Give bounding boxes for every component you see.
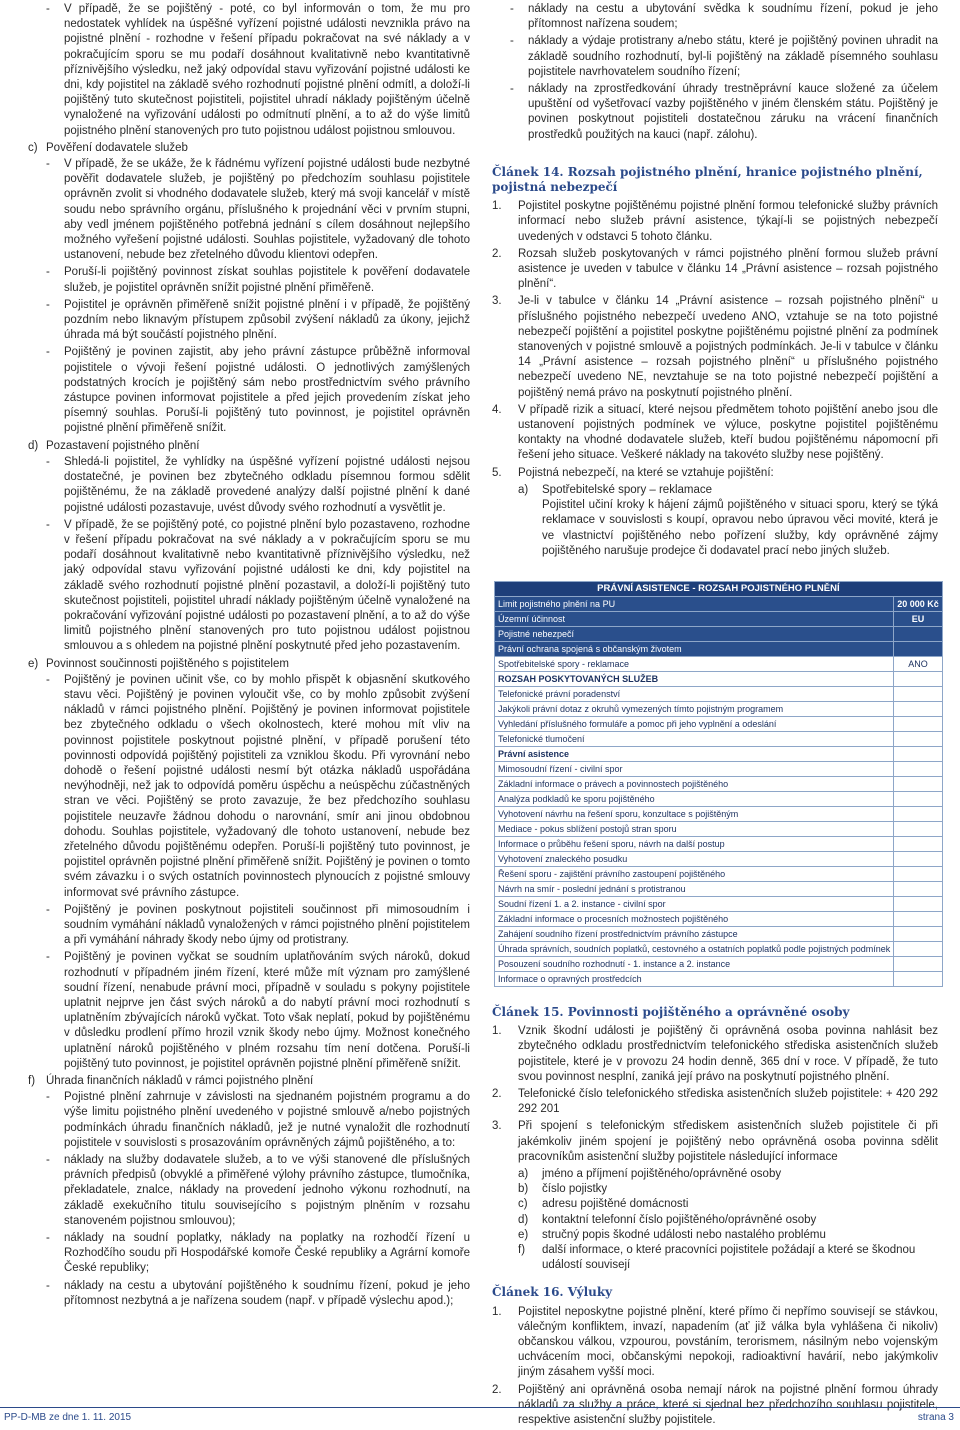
table-cell-value	[894, 851, 943, 866]
section-label: d)	[28, 439, 39, 452]
item-number: 4.	[492, 403, 502, 416]
table-cell-value	[894, 761, 943, 776]
table-row	[495, 686, 943, 701]
table-cell-label: Informace o průběhu řešení sporu, návrh na další postup	[495, 836, 894, 851]
table-row	[495, 746, 943, 761]
table-cell-label: Územní účinnost	[495, 611, 894, 626]
table-row	[495, 851, 943, 866]
section-label: f)	[28, 1075, 36, 1088]
numbered-item	[492, 294, 938, 400]
article-16-title: Článek 16. Výluky	[492, 1285, 613, 1300]
table-row	[495, 761, 943, 776]
item-text: V případě rizik a situací, které nejsou předmětem tohoto pojištění anebo jsou dle ustanovení pojistných podmínek ve výluce, poskytne pojistitel pojištěnému kontakty na vhodné dodavatele služeb, kteří budou pojištěnému nápomocní při řešení jeho situace. Veškeré náklady na takovéto služby nese pojištěný.	[518, 403, 938, 462]
table-cell-value	[894, 806, 943, 821]
left-column	[28, 2, 470, 1311]
table-cell-value	[894, 746, 943, 761]
list-item: - Pojištěný je povinen poskytnout pojistiteli součinnost při mimosoudním i soudním vymáhání nákladů vynaložených v rámci pojistného plnění pojistitelem a při vymáhání náhrady škody nebo újmy od protistrany.	[28, 903, 470, 949]
table-row	[495, 866, 943, 881]
sub-item-label: c)	[518, 1198, 528, 1211]
article-15-title: Článek 15. Povinnosti pojištěného a oprávněné osoby	[492, 1004, 850, 1019]
sub-item-label: f)	[518, 1243, 526, 1256]
item-number: 1.	[492, 1025, 502, 1038]
table-row	[495, 836, 943, 851]
table-cell-label: Řešení sporu - zajištění právního zastoupení pojištěného	[495, 866, 894, 881]
section-title: Pozastavení pojistného plnění	[46, 439, 200, 452]
table-row	[495, 656, 943, 671]
list-item: - Pojištěný je povinen učinit vše, co by mohlo přispět k objasnění skutkového stavu věci. Pojištěný je povinen vyloučit vše, co by mohlo způsobit zvýšení nákladů v rámci pojistného plnění. Pojištěný je povinen informovat pojistitele bez zbytečného odkladu o všech okolnostech, které mohou mít vliv na povinnost pojistitele poskytnout pojistné plnění, v případě porušení této povinnosti odpovídá pojištěný pojistiteli za vzniklou škodu. Při vyrovnání nebo dohodě o řešení pojistné události nesmí být otázka nákladů uspořádána nevýhodněji, než jak to odpovídá poměru úspěchu a neúspěchu zúčastněných stran ve věci. Pojištěný se proto zavazuje, že bez předchozího souhlasu pojistitele neuzavře žádnou dohodu o narovnání, smír ani jinou obdobnou dohodu. Souhlas pojistitele, vyžadovaný dle tohoto ustanovení, nebude bez zřetelného důvodu pojištěnému odepřen. Poruší-li pojištěný tuto povinnost, je pojistitel oprávněn pojistné plnění přiměřeně snížit. Pojištěný je povinen o tomto svém závazku i o svých ostatních povinnostech plynoucích z pojistné smlouvy informovat své právního zástupce.	[28, 673, 470, 901]
table-cell-label: Úhrada správních, soudních poplatků, cestovného a ostatních poplatků podle pojistných podmínek	[495, 941, 894, 956]
table-cell-value	[894, 896, 943, 911]
table-cell-value	[894, 671, 943, 686]
section-title: Pověření dodavatele služeb	[46, 141, 188, 154]
table-cell-label: Telefonické právní poradenství	[495, 686, 894, 701]
list-item: - náklady na zprostředkování úhrady trestněprávní kauce složené za účelem upuštění od vyšetřovací vazby pojištěného v jiném členském státu. Pojištěný je povinen poskytnout pojistiteli dostatečnou záruku na vrácení finančních prostředků použitých na kauci (např. zálohu).	[492, 82, 938, 143]
sub-item-label: a)	[518, 1167, 529, 1180]
list-item: - náklady a výdaje protistrany a/nebo státu, které je pojištěný povinen uhradit na základě soudního rozhodnutí, byl-li pojištěný na základě písemného souhlasu pojistitele navrhovatelem soudního řízení;	[492, 34, 938, 80]
table-cell-label: Pojistné nebezpečí	[495, 626, 894, 641]
table-cell-label: Základní informace o právech a povinnostech pojištěného	[495, 776, 894, 791]
table-cell-value	[894, 701, 943, 716]
list-item: - Shledá-li pojistitel, že vyhlídky na úspěšné vyřízení pojistné události nejsou dostatečné, je povinen bez zbytečného odkladu písemnou formou sdělit pojištěnému, že na základě provedené analýzy další pojistné plnění k dané pojistné události pozastavuje, uvést důvody svého rozhodnutí a vysvětlit je.	[28, 455, 470, 516]
list-item: - V případě, že se pojištěný - poté, co byl informován o tom, že mu pro nedostatek vyhlídek na úspěšné vyřízení pojistné události nevznikla právo na pojistné plnění - rozhodne v řešení případu pokračovat na své náklady a v pokračujícím sporu se mu podaří dosáhnout kvalitativně nebo kvantitativně příznivějšího výsledku, než jaký odpovídal stavu vyřizování pojistné události ke dni, kdy pojistitel na základě svého rozhodnutí pojistné plnění odmítl, a doloží-li pojištěný tuto skutečnost pojistiteli, pojistitel uhradí náklady pojištěným účelně vynaložené na vyřizování události po odmítnutí plnění, a to až do výše limitů pojistného plnění stanovených pro tuto pojistnou událost pojistnou smlouvou.	[28, 2, 470, 139]
item-text: Je-li v tabulce v článku 14 „Právní asistence – rozsah pojistného plnění“ u příslušného pojistného nebezpečí uvedeno ANO, vztahuje se na toto pojistné nebezpečí pojištění a pojistitel poskytne pojištěnému pojistné plnění za podmínek stanovených v pojistné smlouvě a pojistných podmínkách. Je-li v tabulce v článku 14 „Právní asistence – rozsah pojistného plnění“ u příslušného pojistného nebezpečí uvedeno NE, nevztahuje se na toto pojistné nebezpečí pojištění a pojištěný nemá právo na poskytnutí pojistného plnění.	[518, 295, 938, 399]
table-cell-label: Jakýkoli právní dotaz z okruhů vymezených tímto pojistným programem	[495, 701, 894, 716]
table-cell-value: 20 000 Kč	[894, 596, 943, 611]
table-cell-value: ANO	[894, 656, 943, 671]
table-cell-value	[894, 716, 943, 731]
item-text: Pojistitel poskytne pojištěnému pojistné plnění formou telefonické služby právních informací nebo služeb právní asistence, týkají-li se pojistných nebezpečí uvedených v odstavci 5 tohoto článku.	[518, 200, 938, 243]
table-row	[495, 626, 943, 641]
item-text: Pojistná nebezpečí, na které se vztahuje pojištění:	[518, 466, 774, 479]
table-row	[495, 731, 943, 746]
table-cell-value	[894, 776, 943, 791]
table-row	[495, 776, 943, 791]
sub-item-text: kontaktní telefonní číslo pojištěného/oprávněné osoby	[542, 1213, 817, 1226]
numbered-item	[492, 403, 938, 464]
section-label: e)	[28, 657, 39, 670]
numbered-item	[492, 1119, 938, 1165]
table-row	[495, 806, 943, 821]
sub-item	[492, 1213, 938, 1228]
item-text: Telefonické číslo telefonického střediska asistenčních služeb pojistitele: + 420 292 292 201	[518, 1087, 938, 1116]
sub-item	[492, 1182, 938, 1197]
section-heading	[28, 141, 470, 156]
item-number: 1.	[492, 200, 502, 213]
table-row	[495, 701, 943, 716]
sub-item-text: jméno a příjmení pojištěného/oprávněné osoby	[542, 1167, 782, 1180]
table-row	[495, 896, 943, 911]
footer-divider	[0, 1407, 960, 1408]
table-cell-label: Vyhledání příslušného formuláře a pomoc při jeho vyplnění a odeslání	[495, 716, 894, 731]
table-cell-label: Mimosoudní řízení - civilní spor	[495, 761, 894, 776]
right-column	[492, 2, 938, 1430]
table-cell-label: Základní informace o procesních možnostech pojištěného	[495, 911, 894, 926]
item-text: Pojistitel neposkytne pojistné plnění, které přímo či nepřímo souvisejí se stávkou, válečným konfliktem, invazí, napadením (ať již válka byla vyhlášena či nikoliv) občanskou válkou, vzpourou, povstáním, terorismem, násilným nebo vojenským uchvácením moci, občanskými nepokoji, radioaktivní havárií, nebo jakýmkoliv jiným zásahem vyšší moci.	[518, 1305, 938, 1379]
table-cell-value: EU	[894, 611, 943, 626]
sub-item-text: adresu pojištěné domácnosti	[542, 1198, 689, 1211]
table-cell-label: Vyhotovení znaleckého posudku	[495, 851, 894, 866]
item-text: Pojištěný ani oprávněná osoba nemají nárok na pojistné plnění formou úhrady nákladů za služby a práce, které si sjednal bez předchozího souhlasu pojistitele, respektive asistenční služby pojistitele.	[518, 1383, 938, 1426]
numbered-item	[492, 199, 938, 245]
item-text: Rozsah služeb poskytovaných v rámci pojistného plnění formou služeb právní asistence je uveden v tabulce v článku 14 „Právní asistence – rozsah pojistného plnění“.	[518, 247, 938, 291]
table-row	[495, 716, 943, 731]
table-row	[495, 611, 943, 626]
table-cell-label: Právní asistence	[495, 746, 894, 761]
table-cell-value	[894, 686, 943, 701]
sub-item-text: číslo pojistky	[542, 1183, 608, 1196]
table-cell-value	[894, 911, 943, 926]
numbered-item	[492, 1024, 938, 1085]
section-heading	[28, 657, 470, 672]
table-cell-value	[894, 731, 943, 746]
section-title: Povinnost součinnosti pojištěného s pojistitelem	[46, 657, 289, 670]
list-item: - V případě, že se pojištěný poté, co pojistné plnění bylo pozastaveno, rozhodne v řešení případu pokračovat na své náklady a v pokračujícím sporu se mu podaří dosáhnout kvalitativně nebo kvantitativně příznivějšího výsledku, než jaký odpovídal stavu vyřizování pojistné události ke dni, kdy pojistitel na základě svého rozhodnutí pojistné plnění pozastavil, a doloží-li pojištěný tuto skutečnost pojistiteli, pojistitel uhradí náklady pojištěným účelně vynaložené na pokračování vyřizování pojistné události po pozastavení plnění, a to až do výše limitů pojistného plnění stanovených pro tuto pojistnou událost pojistnou smlouvou a s ohledem na pojistné plnění poskytnuté před jeho pozastavením.	[28, 518, 470, 655]
table-cell-value	[894, 626, 943, 641]
item-text: Vznik škodní události je pojištěný či oprávněná osoba povinna nahlásit bez zbytečného odkladu prostřednictvím telefonického střediska asistenčních služeb pojistitele, které je v provozu 24 hodin denně, 365 dní v roce. V případě, že tuto svou povinnost nesplní, zaniká její právo na poskytnutí pojistného plnění.	[518, 1025, 938, 1083]
table-cell-label: Informace o opravných prostředcích	[495, 971, 894, 986]
table-cell-label: Soudní řízení 1. a 2. instance - civilní spor	[495, 896, 894, 911]
list-item: - Pojištěný je povinen vyčkat se soudním uplatňováním svých nároků, dokud rozhodnutí v případném jiném řízení, které může mít význam pro zamýšlené soudní řízení, nenabude právní moci, případně v souladu s pokyny pojistitele uplatnit nejprve jen část svých nároků a do nabytí právní moci rozhodnutí s uplatněním zbývajících nároků vyčkat. Toto však neplatí, pokud by pojištěnému v důsledku prodlení přímo hrozil vznik škody nebo újmy. Možnost konečného uplatnění nároků pojištěného v plném rozsahu tím není dotčena. Poruší-li pojištěný tuto povinnost, je pojistitel oprávněn pojistné plnění přiměřeně snížit.	[28, 950, 470, 1072]
table-cell-label: Právní ochrana spojená s občanským životem	[495, 641, 894, 656]
numbered-item	[492, 1087, 938, 1117]
item-text: Při spojení s telefonickým střediskem asistenčních služeb pojistitele či při jakémkoliv jiném spojení je pojištěný nebo oprávněná osoba povinna sdělit pracovníkům asistenční služby pojistitele následující informace	[518, 1120, 938, 1163]
table-cell-label: Analýza podkladů ke sporu pojištěného	[495, 791, 894, 806]
table-cell-label: Návrh na smír - poslední jednání s protistranou	[495, 881, 894, 896]
table-cell-label: Vyhotovení návrhu na řešení sporu, konzultace s pojištěným	[495, 806, 894, 821]
sub-item	[492, 1243, 938, 1273]
table-cell-value	[894, 641, 943, 656]
table-cell-value	[894, 866, 943, 881]
footer-doc-id: PP-D-MB ze dne 1. 11. 2015	[4, 1412, 132, 1423]
list-item: - Poruší-li pojištěný povinnost získat souhlas pojistitele k pověření dodavatele služeb, je pojistitel oprávněn snížit pojistné plnění přiměřeně.	[28, 265, 470, 295]
section-heading	[28, 439, 470, 454]
sub-item	[492, 1228, 938, 1243]
table-cell-label: Spotřebitelské spory - reklamace	[495, 656, 894, 671]
list-item: - náklady na soudní poplatky, náklady na poplatky na rozhodčí řízení u Rozhodčího soudu při Hospodářské komoře České republiky a Agrární komoře České republiky;	[28, 1231, 470, 1277]
table-row	[495, 641, 943, 656]
table-cell-label: Mediace - pokus sblížení postojů stran sporu	[495, 821, 894, 836]
table-cell-label: Telefonické tlumočení	[495, 731, 894, 746]
item-number: 3.	[492, 295, 502, 308]
list-item: - Pojistitel je oprávněn přiměřeně snížit pojistné plnění i v případě, že pojištěný pozdním nebo liknavým přístupem způsobil zvýšení nákladů za úkony, jejichž úhrada má být součástí pojistného plnění.	[28, 298, 470, 344]
table-row	[495, 821, 943, 836]
numbered-item	[492, 1305, 938, 1381]
table-cell-value	[894, 956, 943, 971]
numbered-item	[492, 466, 938, 481]
sub-item	[492, 1197, 938, 1212]
table-row	[495, 941, 943, 956]
item-number: 2.	[492, 1087, 502, 1100]
table-cell-value	[894, 941, 943, 956]
article-14-sub-a-title: Spotřebitelské spory – reklamace	[542, 483, 713, 496]
section-heading	[28, 1074, 470, 1089]
table-cell-label: Limit pojistného plnění na PU	[495, 596, 894, 611]
item-number: 1.	[492, 1305, 502, 1318]
item-number: 2.	[492, 1383, 502, 1396]
table-cell-value	[894, 791, 943, 806]
item-number: 2.	[492, 247, 502, 260]
table-cell-value	[894, 836, 943, 851]
table-row	[495, 596, 943, 611]
footer-page-number: strana 3	[917, 1412, 954, 1423]
table-cell-label: Zahájení soudního řízení prostřednictvím právního zástupce	[495, 926, 894, 941]
table-row	[495, 911, 943, 926]
list-item: - náklady na cestu a ubytování pojištěného k soudnímu řízení, pokud je jeho přítomnost nezbytná a je nařízena soudem (např. v případě výslechu apod.);	[28, 1279, 470, 1309]
table-cell-label: ROZSAH POSKYTOVANÝCH SLUŽEB	[495, 671, 894, 686]
item-number: 5.	[492, 466, 502, 479]
section-title: Úhrada finančních nákladů v rámci pojistného plnění	[46, 1075, 314, 1088]
table-cell-value	[894, 821, 943, 836]
table-row	[495, 791, 943, 806]
table-header: PRÁVNÍ ASISTENCE - ROZSAH POJISTNÉHO PLNĚNÍ	[495, 581, 943, 596]
table-cell-value	[894, 971, 943, 986]
sub-item	[492, 1167, 938, 1182]
legal-assistance-table	[494, 581, 943, 987]
list-item: - náklady na cestu a ubytování svědka k soudnímu řízení, pokud je jeho přítomnost nařízena soudem;	[492, 2, 938, 32]
sub-item-text: stručný popis škodné události nebo nastalého problému	[542, 1228, 826, 1241]
section-label: c)	[28, 141, 38, 154]
table-row	[495, 671, 943, 686]
table-row	[495, 881, 943, 896]
article-14-title: Článek 14. Rozsah pojistného plnění, hranice pojistného plnění, pojistná nebezpečí	[492, 164, 923, 195]
list-item: - Pojistné plnění zahrnuje v závislosti na sjednaném pojistném programu a do výše limitu pojistného plnění uvedeného v pojistné smlouvě a/nebo pojistných podmínkách úhradu finančních nákladů, jež je nutné vynaložit dle rozhodnutí pojistitele v souvislosti s prosazováním oprávněných zájmů pojištěného, a to:	[28, 1090, 470, 1151]
article-14-sub-a-text: Pojistitel učiní kroky k hájení zájmů pojištěného v situaci sporu, který se týká reklamace v souvislosti s koupí, opravou nebo úpravou věci movité, která je ve vlastnictví pojištěného nebo pořízení služby, kdy oprávněné zájmy pojištěného narušuje prodejce či dodavatel prací nebo jiných služeb.	[542, 499, 938, 557]
list-item: - Pojištěný je povinen zajistit, aby jeho právní zástupce průběžně informoval pojistitele o vývoji řešení pojistné události. O jednotlivých zamýšlených podstatných krocích je pojištěný sám nebo prostřednictvím svého právního zástupce povinen informovat pojistitele a před jejich provedením získat jeho písemný souhlas. Poruší-li pojištěný tuto povinnost, je pojistitel oprávněn pojistné plnění přiměřeně snížit.	[28, 345, 470, 436]
table-cell-label: Posouzení soudního rozhodnutí - 1. instance a 2. instance	[495, 956, 894, 971]
table-row	[495, 956, 943, 971]
sub-item-label: d)	[518, 1213, 529, 1226]
list-item: - V případě, že se ukáže, že k řádnému vyřízení pojistné události bude nezbytné pověřit dodavatele služeb, je pojištěný po předchozím souhlasu pojistitele oprávněn zvolit si vhodného dodavatele služeb, který má svoji kancelář v místě soudu nebo správního orgánu, příslušného k projednání věci v prvním stupni, aby vedl jménem pojištěného potřebná jednání s cílem dosáhnout nejlepšího možného vyřešení pojistné události. Souhlas pojistitele, vyžadovaný dle tohoto ustanovení, nebude bez zřetelného důvodu klientovi odepřen.	[28, 157, 470, 263]
list-item: - náklady na služby dodavatele služeb, a to ve výši stanovené dle příslušných právních předpisů (obvyklé a přiměřené výlohy právního zástupce, tlumočníka, překladatele, znalce, náklady na provedení jednoho výkonu rozhodnutí, na základě exekučního titulu souvisejícího s pojistným plněním v rozsahu stanoveném pojistnou smlouvou);	[28, 1153, 470, 1229]
sub-item-text: další informace, o které pracovníci pojistitele požádají a které se škodnou událostí souvisejí	[542, 1243, 916, 1272]
article-14-sub-a: a) Spotřebitelské spory – reklamace	[518, 483, 713, 496]
table-row	[495, 926, 943, 941]
table-row	[495, 971, 943, 986]
table-cell-value	[894, 926, 943, 941]
table-cell-value	[894, 881, 943, 896]
sub-item-label: e)	[518, 1228, 529, 1241]
numbered-item	[492, 247, 938, 293]
sub-item-label: b)	[518, 1183, 529, 1196]
numbered-item	[492, 1383, 938, 1429]
item-number: 3.	[492, 1120, 502, 1133]
